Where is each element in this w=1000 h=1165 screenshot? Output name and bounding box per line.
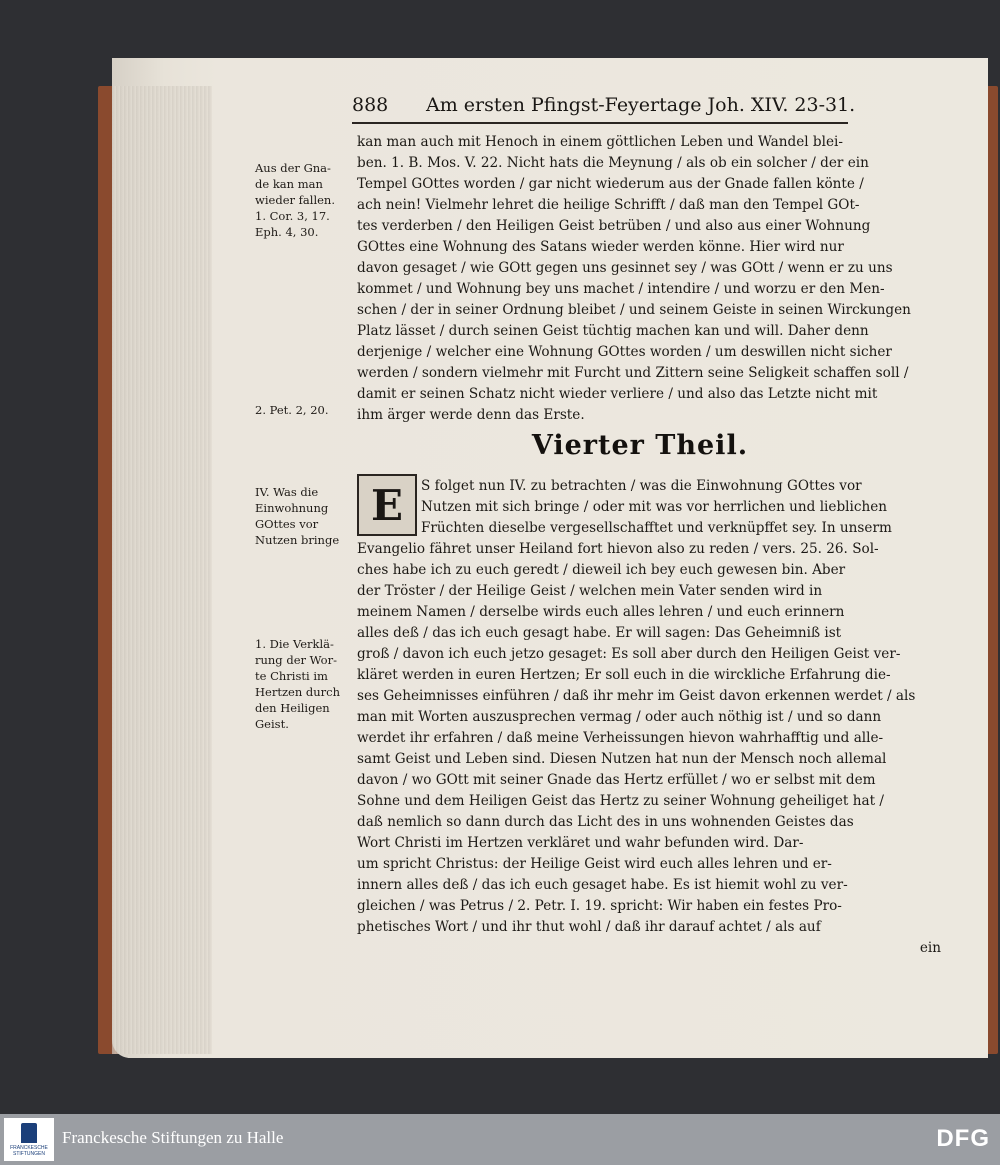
text-line: Nutzen mit sich bringe / oder mit was vor herrlichen und lieblichen — [421, 499, 888, 515]
text-line: ben. 1. B. Mos. V. 22. Nicht hats die Meynung / als ob ein solcher / der ein — [357, 155, 869, 171]
margin-line: wieder fallen. — [255, 193, 335, 207]
text-line: groß / davon ich euch jetzo gesaget: Es soll aber durch den Heiligen Geist ver- — [357, 646, 901, 662]
institution-logo[interactable] — [4, 1118, 54, 1161]
logo-text: FRANCKESCHE STIFTUNGEN — [10, 1144, 48, 1157]
viewer-footer-bar — [0, 1114, 1000, 1165]
text-line: kläret werden in euren Hertzen; Er soll euch in die wirckliche Erfahrung die- — [357, 667, 891, 683]
margin-line: te Christi im — [255, 669, 328, 683]
text-line: kommet / und Wohnung bey uns machet / intendire / und worzu er den Men- — [357, 281, 885, 297]
margin-line: Nutzen bringe — [255, 533, 340, 547]
margin-line: Eph. 4, 30. — [255, 225, 319, 239]
text-line: damit er seinen Schatz nicht wieder verliere / und also das Letzte nicht mit — [357, 386, 878, 402]
text-line: ach nein! Vielmehr lehret die heilige Schrifft / daß man den Tempel GOt- — [357, 197, 860, 213]
page-number: 888 — [352, 94, 389, 116]
text-line: werden / sondern vielmehr mit Furcht und Zittern seine Seligkeit schaffen soll / — [357, 365, 909, 381]
text-line: Platz lässet / durch seinen Geist tüchtig machen kan und will. Daher denn — [357, 323, 869, 339]
text-line: davon gesaget / wie GOtt gegen uns gesinnet sey / was GOtt / wenn er zu uns — [357, 260, 893, 276]
text-line: phetisches Wort / und ihr thut wohl / daß ihr darauf achtet / als auf — [357, 919, 821, 935]
text-line: ches habe ich zu euch geredt / dieweil ich bey euch gewesen bin. Aber — [357, 562, 846, 578]
margin-line: Aus der Gna- — [255, 161, 331, 175]
text-line: davon / wo GOtt mit seiner Gnade das Hertz erfüllet / wo er selbst mit dem — [357, 772, 876, 788]
body-text-top — [357, 132, 943, 426]
margin-line: de kan man — [255, 177, 323, 191]
text-line: innern alles deß / das ich euch gesaget habe. Es ist hiemit wohl zu ver- — [357, 877, 848, 893]
drop-cap-initial: E — [357, 474, 417, 536]
logo-emblem-icon — [21, 1123, 37, 1143]
text-line: Wort Christi im Hertzen verkläret und wahr befunden wird. Dar- — [357, 835, 804, 851]
margin-line: den Heiligen — [255, 701, 330, 715]
text-line: um spricht Christus: der Heilige Geist wird euch alles lehren und er- — [357, 856, 832, 872]
text-line: werdet ihr erfahren / daß meine Verheissungen hievon wahrhafftig und alle- — [357, 730, 884, 746]
margin-line: IV. Was die — [255, 485, 319, 499]
section-heading: Vierter Theil. — [531, 430, 749, 461]
page-gutter — [112, 86, 212, 1054]
text-line: schen / der in seiner Ordnung bleibet / und seinem Geiste in seinen Wirckungen — [357, 302, 911, 318]
header-rule — [352, 122, 848, 124]
margin-line: Geist. — [255, 717, 289, 731]
institution-name[interactable]: Franckesche Stiftungen zu Halle — [62, 1128, 284, 1147]
text-line: der Tröster / der Heilige Geist / welchen mein Vater senden wird in — [357, 583, 823, 599]
text-line: Früchten dieselbe vergesellschafftet und verknüpffet sey. In unserm — [421, 520, 892, 536]
text-line: man mit Worten auszusprechen vermag / oder auch nöthig ist / und so dann — [357, 709, 882, 725]
margin-line: Hertzen durch — [255, 685, 340, 699]
text-line: gleichen / was Petrus / 2. Petr. I. 19. spricht: Wir haben ein festes Pro- — [357, 898, 842, 914]
page-header — [352, 94, 856, 124]
catchword: ein — [919, 940, 941, 956]
text-line: Evangelio fähret unser Heiland fort hievon also zu reden / vers. 25. 26. Sol- — [357, 541, 879, 557]
margin-note-clarification — [255, 636, 340, 732]
dfg-logo[interactable]: DFG — [936, 1125, 990, 1152]
text-line: ses Geheimnisses einführen / daß ihr mehr im Geist davon erkennen werdet / als — [357, 688, 916, 704]
margin-note-grace — [255, 160, 335, 240]
text-line: meinem Namen / derselbe wirds euch alles lehren / und euch erinnern — [357, 604, 845, 620]
margin-line: Einwohnung — [255, 501, 329, 515]
body-text-bottom — [357, 476, 943, 959]
text-line: alles deß / das ich euch gesagt habe. Er will sagen: Das Geheimniß ist — [357, 625, 842, 641]
text-line: ihm ärger werde denn das Erste. — [357, 407, 585, 423]
margin-note-section-four — [255, 484, 339, 548]
margin-line: 1. Die Verklä- — [255, 637, 334, 651]
text-line: kan man auch mit Henoch in einem göttlichen Leben und Wandel blei- — [357, 134, 843, 150]
margin-line: 1. Cor. 3, 17. — [255, 209, 330, 223]
text-line: Sohne und dem Heiligen Geist das Hertz zu seiner Wohnung geheiliget hat / — [357, 793, 884, 809]
text-line: Tempel GOttes worden / gar nicht wiederum aus der Gnade fallen könte / — [357, 176, 864, 192]
text-line: derjenige / welcher eine Wohnung GOttes worden / um deswillen nicht sicher — [357, 344, 892, 360]
margin-line: rung der Wor- — [255, 653, 337, 667]
margin-note-peter — [255, 402, 329, 418]
margin-line: 2. Pet. 2, 20. — [255, 403, 329, 417]
margin-line: GOttes vor — [255, 517, 319, 531]
text-line: daß nemlich so dann durch das Licht des in uns wohnenden Geistes das — [357, 814, 854, 830]
running-title: Am ersten Pfingst-Feyertage Joh. XIV. 23-31. — [426, 94, 856, 116]
text-line: tes verderben / den Heiligen Geist betrüben / und also aus einer Wohnung — [357, 218, 871, 234]
text-line: GOttes eine Wohnung des Satans wieder werden könne. Hier wird nur — [357, 239, 844, 255]
text-line: samt Geist und Leben sind. Diesen Nutzen hat nun der Mensch noch allemal — [357, 751, 887, 767]
text-line: S folget nun IV. zu betrachten / was die Einwohnung GOttes vor — [421, 478, 862, 494]
